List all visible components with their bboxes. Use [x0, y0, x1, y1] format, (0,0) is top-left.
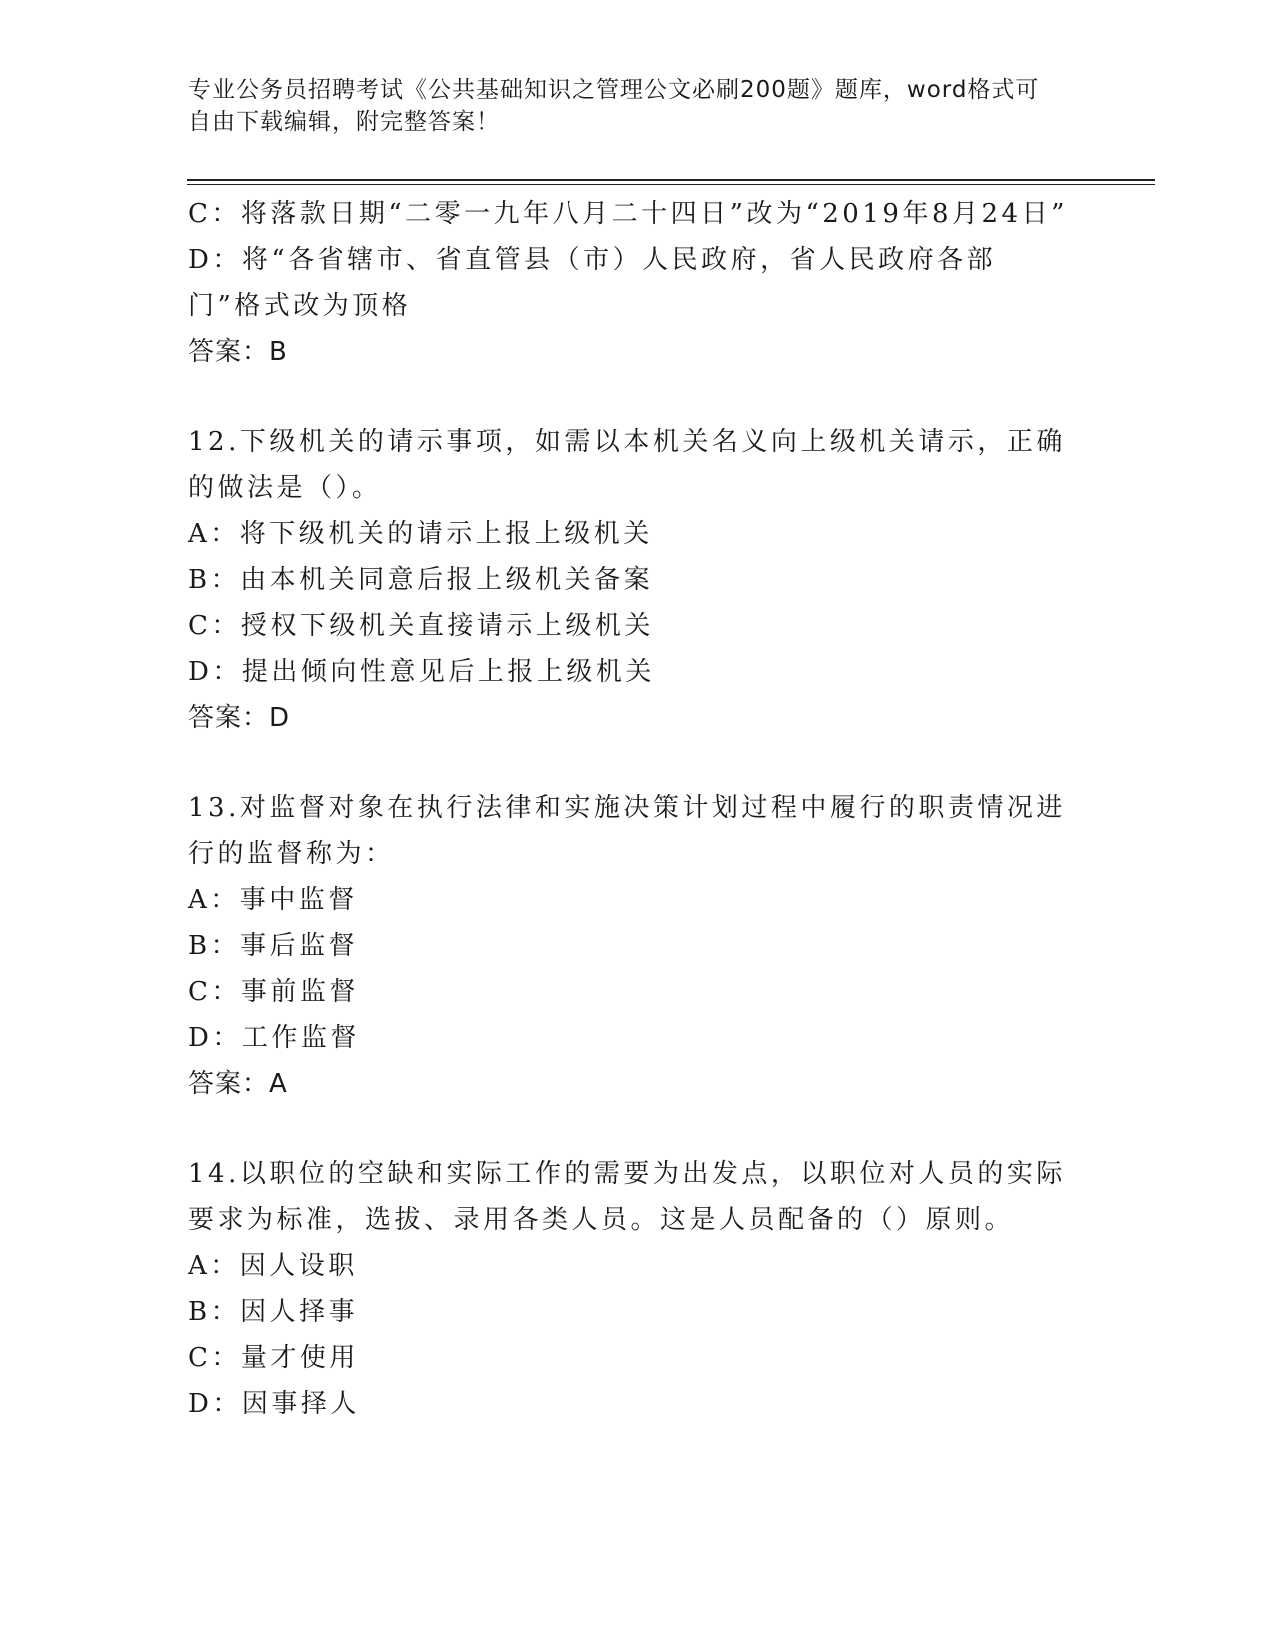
q14-option-c: C：量才使用	[188, 1343, 359, 1373]
header-line-1: 专业公务员招聘考试《公共基础知识之管理公文必刷200题》题库，word格式可	[188, 77, 1040, 103]
q13-answer: 答案：A	[188, 1069, 288, 1099]
header-divider-thick	[187, 179, 1155, 181]
q12-option-b: B：由本机关同意后报上级机关备案	[188, 565, 654, 595]
q14-option-d: D：因事择人	[188, 1389, 360, 1419]
q12-option-a: A：将下级机关的请示上报上级机关	[188, 519, 653, 549]
q12-answer: 答案：D	[188, 703, 291, 733]
q13-option-b: B：事后监督	[188, 931, 359, 961]
q11-answer: 答案：B	[188, 337, 288, 367]
q13-option-d: D：工作监督	[188, 1023, 360, 1053]
q11-option-c: C：将落款日期“二零一九年八月二十四日”改为“2019年8月24日”	[188, 199, 1068, 229]
document-header	[188, 74, 1068, 138]
q13-option-c: C：事前监督	[188, 977, 359, 1007]
spacer	[188, 1107, 1078, 1151]
q11-option-d: D：将“各省辖市、省直管县（市）人民政府，省人民政府各部门”格式改为顶格	[188, 245, 997, 321]
question-12-block	[188, 419, 1078, 741]
q14-option-b: B：因人择事	[188, 1297, 359, 1327]
spacer	[188, 741, 1078, 785]
q14-option-a: A：因人设职	[188, 1251, 358, 1281]
header-line-2: 自由下载编辑，附完整答案！	[188, 109, 500, 135]
q13-stem: 13.对监督对象在执行法律和实施决策计划过程中履行的职责情况进行的监督称为：	[188, 793, 1066, 869]
q12-stem: 12.下级机关的请示事项，如需以本机关名义向上级机关请示，正确的做法是（）。	[188, 427, 1066, 503]
spacer	[188, 375, 1078, 419]
q12-option-c: C：授权下级机关直接请示上级机关	[188, 611, 654, 641]
header-divider-thin	[187, 184, 1155, 185]
q12-option-d: D：提出倾向性意见后上报上级机关	[188, 657, 655, 687]
q13-option-a: A：事中监督	[188, 885, 358, 915]
document-body	[188, 191, 1078, 1427]
question-14-block	[188, 1151, 1078, 1427]
q14-stem: 14.以职位的空缺和实际工作的需要为出发点，以职位对人员的实际要求为标准，选拔、录用各类人员。这是人员配备的（）原则。	[188, 1159, 1066, 1235]
question-11-block	[188, 191, 1078, 375]
question-13-block	[188, 785, 1078, 1107]
